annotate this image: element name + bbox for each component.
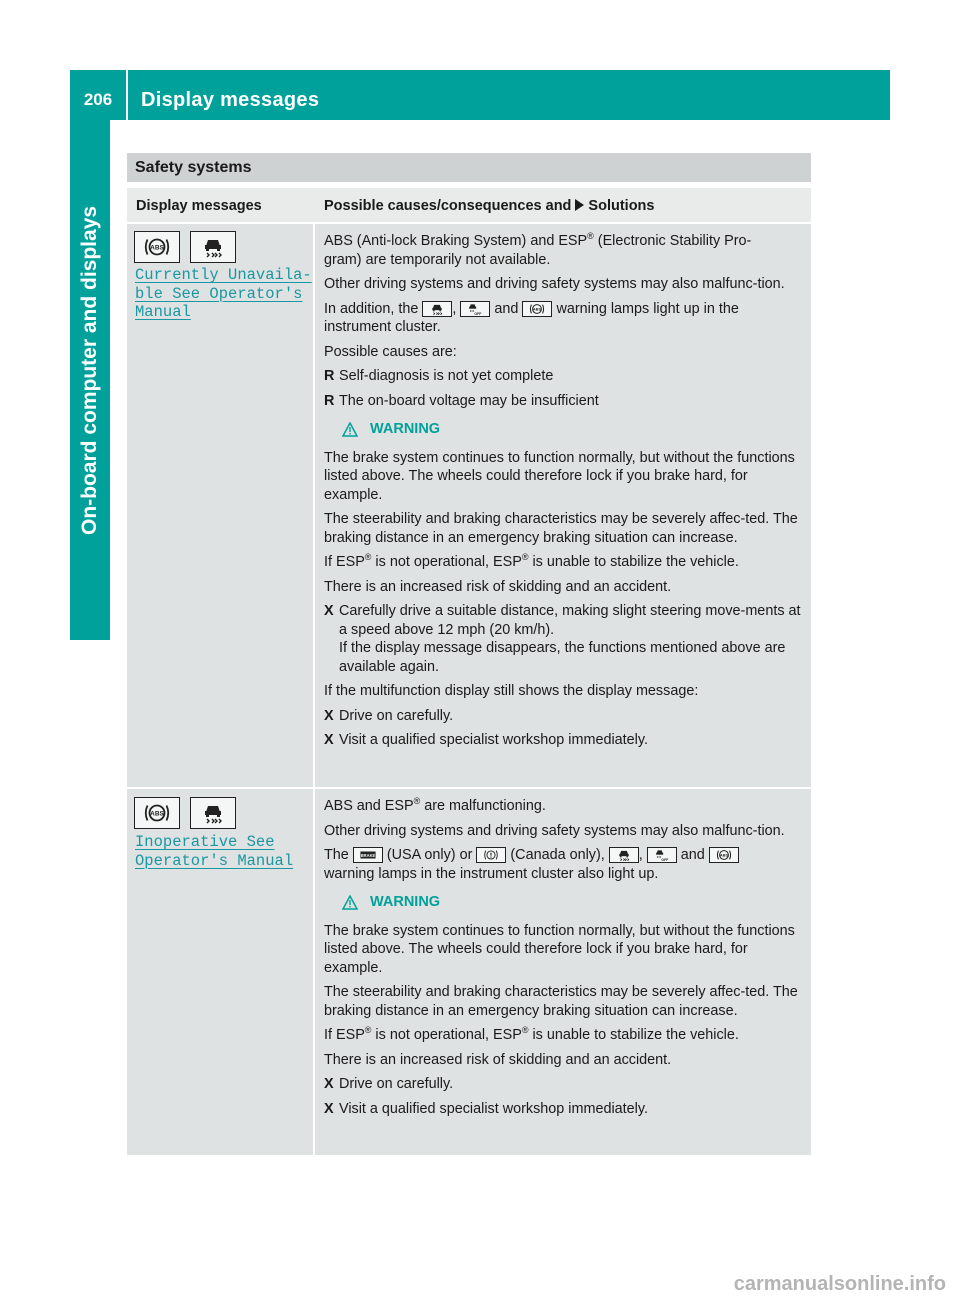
text: The bbox=[324, 847, 349, 863]
paragraph: If the multifunction display still shows the display message: bbox=[324, 683, 699, 699]
warning-label: WARNING bbox=[370, 421, 441, 437]
display-message-text bbox=[135, 266, 312, 322]
column-divider bbox=[313, 789, 315, 1155]
paragraph: The steerability and braking characteristics may be severely affec-ted. The braking distance in an emergency braking situation can increase. bbox=[324, 511, 798, 546]
esp-icon bbox=[190, 231, 236, 263]
column-header-causes-text: Possible causes/consequences and bbox=[324, 198, 572, 214]
text: (Canada only), bbox=[510, 847, 605, 863]
text: is unable to stabilize the vehicle. bbox=[528, 1027, 739, 1043]
paragraph bbox=[324, 846, 806, 883]
header-divider bbox=[126, 70, 128, 120]
text: instrument cluster. bbox=[324, 319, 441, 335]
list-item bbox=[324, 367, 806, 386]
registered-mark: ® bbox=[521, 1025, 529, 1036]
row1-icons bbox=[134, 231, 236, 263]
text: Self-diagnosis is not yet complete bbox=[339, 368, 554, 384]
column-header-solutions-text: Solutions bbox=[588, 198, 655, 214]
arrow-right-icon bbox=[575, 199, 584, 211]
paragraph bbox=[324, 797, 806, 816]
text: (Electronic Stability Pro- bbox=[593, 233, 752, 249]
text: ABS and ESP bbox=[324, 798, 414, 814]
paragraph: The brake system continues to function normally, but without the functions listed above. The wheels could therefore lock if you brake hard, for example. bbox=[324, 449, 795, 503]
text: If the display message disappears, the functions mentioned above are available again. bbox=[339, 640, 786, 675]
text: (USA only) or bbox=[386, 847, 473, 863]
text: is not operational, ESP bbox=[371, 1027, 522, 1043]
column-header-causes bbox=[324, 188, 654, 224]
esp-off-icon bbox=[647, 847, 677, 863]
esp-icon bbox=[609, 847, 639, 863]
paragraph: There is an increased risk of skidding and an accident. bbox=[324, 1051, 672, 1068]
display-line: Inoperative See bbox=[135, 833, 275, 851]
text: Drive on carefully. bbox=[339, 1076, 454, 1092]
warning-label: WARNING bbox=[370, 894, 441, 910]
page-header bbox=[70, 70, 890, 120]
text: and bbox=[494, 300, 519, 317]
list-item bbox=[324, 1100, 806, 1119]
list-item bbox=[324, 392, 806, 411]
row1-description bbox=[324, 232, 806, 756]
text: , bbox=[638, 847, 643, 863]
registered-mark: ® bbox=[587, 231, 594, 242]
list-item bbox=[324, 731, 806, 750]
page-title: Display messages bbox=[141, 89, 320, 111]
paragraph: Possible causes are: bbox=[324, 343, 457, 360]
abs-icon bbox=[709, 847, 739, 863]
section-header bbox=[127, 153, 811, 182]
text: Visit a qualified specialist workshop immediately. bbox=[339, 732, 649, 748]
row2-description bbox=[324, 797, 806, 1124]
row2-icons bbox=[134, 797, 236, 829]
paragraph bbox=[324, 1026, 806, 1045]
warning-heading bbox=[342, 420, 806, 439]
abs-icon bbox=[134, 231, 180, 263]
display-message-text bbox=[135, 833, 293, 870]
text: In addition, the bbox=[324, 300, 419, 317]
warning-heading bbox=[342, 893, 806, 912]
registered-mark: ® bbox=[364, 1025, 372, 1036]
section-title: Safety systems bbox=[135, 159, 252, 176]
page-number: 206 bbox=[83, 90, 113, 109]
paragraph bbox=[324, 553, 806, 572]
display-line: ble See Operator's bbox=[135, 284, 303, 303]
bullet-icon: R bbox=[324, 392, 335, 409]
paragraph: There is an increased risk of skidding and an accident. bbox=[324, 578, 672, 595]
text: warning lamps light up in the bbox=[556, 300, 739, 317]
step-icon: X bbox=[324, 1076, 334, 1092]
text: , bbox=[452, 300, 457, 317]
abs-icon bbox=[522, 301, 552, 317]
list-item bbox=[324, 1075, 806, 1094]
esp-icon bbox=[422, 301, 452, 317]
list-item bbox=[324, 707, 806, 726]
paragraph: Other driving systems and driving safety systems may also malfunc-tion. bbox=[324, 822, 785, 839]
registered-mark: ® bbox=[413, 796, 421, 807]
warning-triangle-icon bbox=[342, 422, 358, 437]
text: If ESP bbox=[324, 1027, 365, 1043]
text: and bbox=[680, 847, 705, 863]
registered-mark: ® bbox=[364, 552, 372, 563]
text: warning lamps in the instrument cluster also light up. bbox=[324, 865, 659, 882]
text: Drive on carefully. bbox=[339, 707, 454, 724]
text: If ESP bbox=[324, 554, 365, 570]
table-header-row bbox=[127, 188, 811, 222]
warning-triangle-icon bbox=[342, 895, 358, 910]
text: The on-board voltage may be insufficient bbox=[339, 392, 599, 409]
paragraph bbox=[324, 232, 806, 269]
paragraph bbox=[324, 300, 806, 337]
text: are malfunctioning. bbox=[420, 798, 546, 814]
text: is not operational, ESP bbox=[371, 554, 522, 570]
watermark: carmanualsonline.info bbox=[733, 1273, 946, 1295]
step-icon: X bbox=[324, 1100, 334, 1117]
text: ABS (Anti-lock Braking System) and ESP bbox=[324, 233, 588, 249]
text: is unable to stabilize the vehicle. bbox=[528, 554, 739, 570]
column-divider bbox=[313, 224, 315, 787]
display-line: Operator's Manual bbox=[135, 851, 294, 870]
registered-mark: ® bbox=[521, 552, 529, 563]
text: Visit a qualified specialist workshop immediately. bbox=[339, 1100, 649, 1117]
brake-circle-icon bbox=[476, 847, 506, 863]
text: Carefully drive a suitable distance, making slight steering move-ments at a speed above 12 mph (20 km/h). bbox=[339, 603, 801, 638]
step-icon: X bbox=[324, 707, 334, 724]
text: gram) are temporarily not available. bbox=[324, 251, 551, 268]
esp-off-icon bbox=[460, 301, 490, 317]
bullet-icon: R bbox=[324, 368, 335, 384]
paragraph: Other driving systems and driving safety systems may also malfunc-tion. bbox=[324, 276, 785, 292]
display-line: Manual bbox=[135, 303, 191, 321]
step-icon: X bbox=[324, 603, 334, 619]
abs-icon bbox=[134, 797, 180, 829]
step-icon: X bbox=[324, 732, 334, 748]
list-item bbox=[324, 602, 806, 676]
side-tab-label: On-board computer and displays bbox=[78, 205, 101, 535]
column-header-display-messages: Display messages bbox=[136, 198, 262, 214]
brake-icon bbox=[353, 847, 383, 863]
paragraph: The steerability and braking characteristics may be severely affec-ted. The braking distance in an emergency braking situation can increase. bbox=[324, 984, 798, 1019]
esp-icon bbox=[190, 797, 236, 829]
paragraph: The brake system continues to function normally, but without the functions listed above. The wheels could therefore lock if you brake hard, for example. bbox=[324, 922, 795, 976]
display-line: Currently Unavaila‐ bbox=[135, 266, 312, 284]
